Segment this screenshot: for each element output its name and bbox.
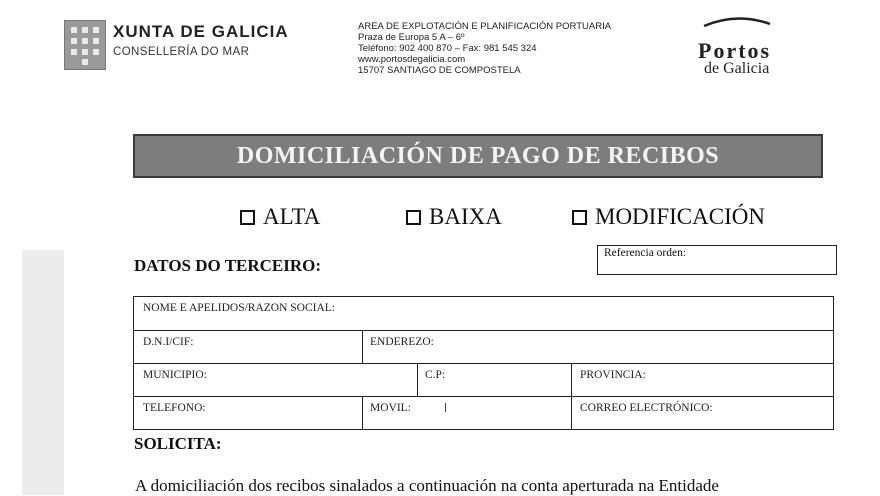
area-line: AREA DE EXPLOTACIÓN E PLANIFICACIÓN PORTUARIA bbox=[358, 21, 612, 32]
portos-swoosh-icon bbox=[702, 14, 772, 28]
datos-section-title: DATOS DO TERCEIRO: bbox=[134, 256, 322, 275]
portos-logo-subtitle: de Galicia bbox=[704, 60, 770, 77]
solicita-body-text: A domiciliación dos recibos sinalados a continuación na conta aperturada na Entidade bbox=[135, 476, 719, 495]
cell-divider bbox=[417, 364, 418, 396]
conselleria-subtitle: CONSELLERÍA DO MAR bbox=[113, 46, 250, 58]
scan-mark bbox=[445, 403, 446, 412]
referencia-orden-label: Referencia orden: bbox=[604, 247, 687, 259]
area-line: www.portosdegalicia.com bbox=[358, 54, 466, 65]
option-modificacion-label: MODIFICACIÓN bbox=[595, 204, 765, 229]
referencia-orden-field[interactable] bbox=[597, 245, 837, 275]
table-row bbox=[133, 397, 834, 430]
area-line: Praza de Europa 5 A – 6º bbox=[358, 32, 465, 43]
telefono-label: TELEFONO: bbox=[143, 402, 206, 414]
cell-divider bbox=[571, 364, 572, 396]
checkbox-modificacion[interactable] bbox=[572, 210, 587, 225]
title-banner bbox=[133, 134, 823, 178]
option-baixa-label: BAIXA bbox=[429, 204, 502, 229]
nome-label: NOME E APELIDOS/RAZON SOCIAL: bbox=[143, 302, 335, 314]
area-line: 15707 SANTIAGO DE COMPOSTELA bbox=[358, 65, 521, 76]
cell-divider bbox=[571, 397, 572, 429]
municipio-label: MUNICIPIO: bbox=[143, 369, 207, 381]
table-row bbox=[133, 364, 834, 397]
area-line: Teléfono: 902 400 870 – Fax: 981 545 324 bbox=[358, 43, 537, 54]
form-title: DOMICILIACIÓN DE PAGO DE RECIBOS bbox=[236, 142, 720, 169]
solicita-section-title: SOLICITA: bbox=[134, 434, 222, 453]
movil-label: MOVIL: bbox=[370, 402, 411, 414]
xunta-title: XUNTA DE GALICIA bbox=[113, 22, 289, 41]
scan-margin-shading bbox=[22, 250, 64, 495]
dni-label: D.N.I/CIF: bbox=[143, 336, 194, 348]
cell-divider bbox=[362, 331, 363, 363]
xunta-coat-of-arms-logo bbox=[64, 20, 106, 70]
enderezo-label: ENDEREZO: bbox=[370, 336, 434, 348]
checkbox-baixa[interactable] bbox=[406, 210, 421, 225]
datos-table bbox=[133, 296, 834, 430]
correo-label: CORREO ELECTRÓNICO: bbox=[580, 402, 713, 414]
option-modificacion[interactable] bbox=[572, 204, 765, 230]
portos-logo-word: Portos bbox=[698, 38, 772, 63]
area-address-block bbox=[358, 21, 611, 76]
provincia-label: PROVINCIA: bbox=[580, 369, 646, 381]
cp-label: C.P: bbox=[425, 369, 446, 381]
option-alta-label: ALTA bbox=[263, 204, 321, 229]
option-baixa[interactable] bbox=[406, 204, 502, 230]
table-row bbox=[133, 331, 834, 364]
checkbox-alta[interactable] bbox=[240, 210, 255, 225]
option-alta[interactable] bbox=[240, 204, 320, 230]
cell-divider bbox=[362, 397, 363, 429]
table-row bbox=[133, 296, 834, 331]
